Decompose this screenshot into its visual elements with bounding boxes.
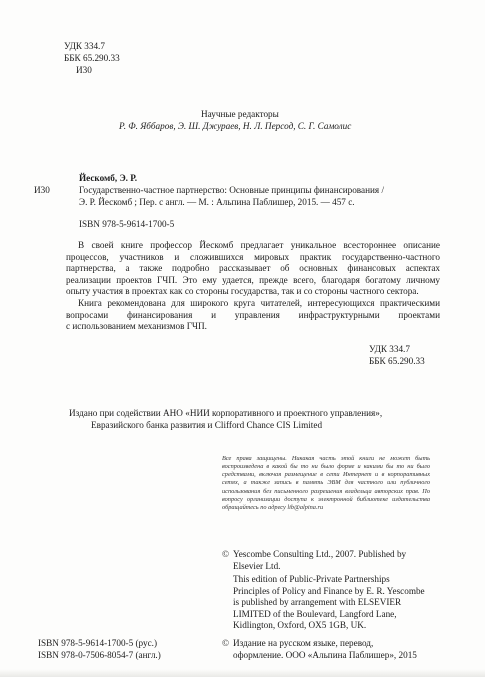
copyright-line: Elsevier Ltd. — [233, 560, 281, 571]
editors-names: Р. Ф. Яббаров, Э. Ш. Джураев, Н. Л. Персод, С. Г. Самолис — [119, 121, 352, 131]
annotation — [66, 240, 440, 333]
copyright-symbol: © — [222, 549, 229, 559]
publication-support-line2: Евразийского банка развития и Clifford Chance CIS Limited — [91, 420, 323, 430]
rights-notice: Все права защищены. Никакая часть этой книги не может быть воспроизведена в какой бы то ни было форме и какими бы то ни было средствами, включая размещение в сети Интернет и в корпоративных сетях, а также запись в память ЭВМ для частного или публичного использования без письменного разрешения владельца авторских прав. По вопросу организации доступа к электронной библиотеке издательства обращайтесь по адресу lib@alpina.ru — [222, 455, 430, 511]
catalog-isbn: ISBN 978-5-9614-1700-5 — [79, 219, 175, 229]
copyright-line: is published by arrangement with ELSEVIER — [233, 597, 402, 608]
isbn-english: ISBN 978-0-7506-8054-7 (англ.) — [38, 650, 161, 660]
publication-support-line1: Издано при содействии АНО «НИИ корпоративного и проектного управления», — [69, 408, 383, 418]
bbk-code: ББК 65.290.33 — [64, 53, 120, 63]
annotation-p1-line: процессов, участников и сложившихся мировых практик государственно-частного — [66, 251, 440, 262]
copyright-line: оформление. ООО «Альпина Паблишер», 2015 — [233, 649, 417, 660]
copyright-original — [222, 549, 452, 572]
isbn-russian: ISBN 978-5-9614-1700-5 (рус.) — [38, 638, 158, 648]
copyright-line: Yescombe Consulting Ltd., 2007. Published by — [233, 549, 407, 559]
annotation-p1-line: В своей книге профессор Йескомб предлагает уникальное всестороннее описание — [78, 240, 440, 250]
annotation-p2-line: Книга рекомендована для широкого круга читателей, интересующихся практическими — [78, 297, 440, 308]
copyright-russian — [222, 638, 462, 661]
catalog-author: Йескомб, Э. Р. — [79, 173, 138, 183]
catalog-description-line1: Государственно-частное партнерство: Основные принципы финансирования / — [79, 185, 385, 195]
annotation-p1-line: опыту участия в проектах как со стороны государства, так и со стороны частного сектора. — [66, 286, 419, 297]
catalog-description-line2: Э. Р. Йескомб ; Пер. с англ. — М. : Альпина Паблишер, 2015. — 457 с. — [79, 197, 355, 207]
bbk-code-repeat: ББК 65.290.33 — [369, 356, 425, 366]
annotation-p2-line: вопросами финансирования и управления инфраструктурными проектами — [66, 309, 440, 320]
annotation-p1-line: реализации проектов ГЧП. Это ему удается, прежде всего, благодаря богатому личному — [66, 274, 440, 285]
udk-code-repeat: УДК 334.7 — [369, 344, 410, 354]
copyright-edition — [222, 574, 452, 632]
author-mark: И30 — [76, 65, 92, 75]
copyright-line: Principles of Policy and Finance by E. R. Yescombe — [233, 585, 425, 596]
annotation-p2-line: с использованием механизмов ГЧП. — [66, 321, 207, 332]
copyright-symbol: © — [222, 638, 229, 648]
udk-code: УДК 334.7 — [64, 41, 105, 51]
editors-heading: Научные редакторы — [201, 109, 279, 119]
copyright-line: This edition of Public-Private Partnerships — [233, 574, 390, 584]
copyright-line: LIMITED of the Boulevard, Langford Lane, — [233, 608, 397, 619]
copyright-line: Kidlington, Oxford, OX5 1GB, UK. — [233, 620, 367, 631]
copyright-line: Издание на русском языке, перевод, — [233, 638, 374, 648]
annotation-p1-line: партнерства, а также подробно рассказывает об основных финансовых аспектах — [66, 263, 440, 274]
catalog-mark: И30 — [34, 185, 50, 195]
page-edge — [0, 669, 485, 677]
